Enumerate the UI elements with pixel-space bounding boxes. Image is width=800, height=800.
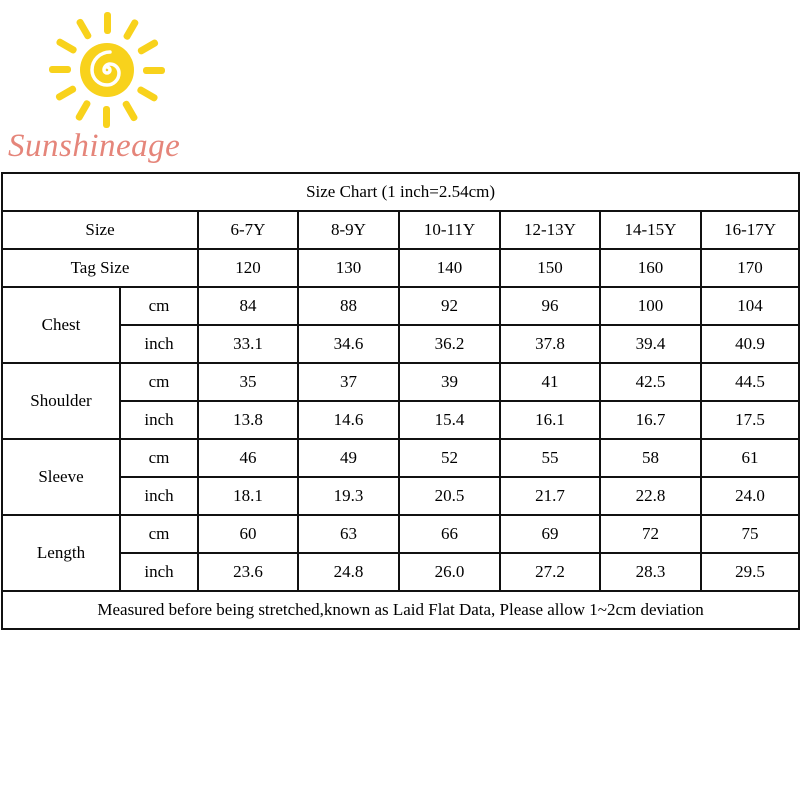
size-cell: 16-17Y xyxy=(701,211,799,249)
inch-value-cell: 17.5 xyxy=(701,401,799,439)
brand-name: Sunshineage xyxy=(8,128,181,164)
cm-value-cell: 60 xyxy=(198,515,298,553)
measurement-inch-row xyxy=(2,325,799,363)
inch-value-cell: 22.8 xyxy=(600,477,701,515)
inch-value-cell: 18.1 xyxy=(198,477,298,515)
cm-value-cell: 61 xyxy=(701,439,799,477)
unit-cm-label: cm xyxy=(120,515,198,553)
measurement-name: Length xyxy=(2,515,120,591)
tag-size-cell: 160 xyxy=(600,249,701,287)
inch-value-cell: 39.4 xyxy=(600,325,701,363)
tag-size-cell: 130 xyxy=(298,249,399,287)
tag-size-cell: 170 xyxy=(701,249,799,287)
unit-inch-label: inch xyxy=(120,553,198,591)
cm-value-cell: 52 xyxy=(399,439,500,477)
cm-value-cell: 88 xyxy=(298,287,399,325)
brand-logo xyxy=(0,0,230,170)
sun-icon xyxy=(40,10,175,130)
tag-size-cell: 120 xyxy=(198,249,298,287)
size-header: Size xyxy=(2,211,198,249)
cm-value-cell: 35 xyxy=(198,363,298,401)
inch-value-cell: 20.5 xyxy=(399,477,500,515)
size-cell: 8-9Y xyxy=(298,211,399,249)
inch-value-cell: 40.9 xyxy=(701,325,799,363)
cm-value-cell: 44.5 xyxy=(701,363,799,401)
cm-value-cell: 63 xyxy=(298,515,399,553)
cm-value-cell: 104 xyxy=(701,287,799,325)
cm-value-cell: 39 xyxy=(399,363,500,401)
measurement-inch-row xyxy=(2,401,799,439)
unit-cm-label: cm xyxy=(120,439,198,477)
measurement-cm-row xyxy=(2,363,799,401)
inch-value-cell: 23.6 xyxy=(198,553,298,591)
unit-inch-label: inch xyxy=(120,401,198,439)
measurement-name: Shoulder xyxy=(2,363,120,439)
cm-value-cell: 46 xyxy=(198,439,298,477)
cm-value-cell: 49 xyxy=(298,439,399,477)
cm-value-cell: 96 xyxy=(500,287,600,325)
inch-value-cell: 13.8 xyxy=(198,401,298,439)
cm-value-cell: 55 xyxy=(500,439,600,477)
unit-cm-label: cm xyxy=(120,363,198,401)
inch-value-cell: 16.1 xyxy=(500,401,600,439)
cm-value-cell: 41 xyxy=(500,363,600,401)
size-row xyxy=(2,211,799,249)
cm-value-cell: 92 xyxy=(399,287,500,325)
inch-value-cell: 21.7 xyxy=(500,477,600,515)
inch-value-cell: 16.7 xyxy=(600,401,701,439)
size-cell: 6-7Y xyxy=(198,211,298,249)
table-title: Size Chart (1 inch=2.54cm) xyxy=(2,173,799,211)
inch-value-cell: 37.8 xyxy=(500,325,600,363)
unit-inch-label: inch xyxy=(120,477,198,515)
note-row xyxy=(2,591,799,629)
size-cell: 12-13Y xyxy=(500,211,600,249)
cm-value-cell: 42.5 xyxy=(600,363,701,401)
measurement-cm-row xyxy=(2,287,799,325)
measurement-inch-row xyxy=(2,553,799,591)
cm-value-cell: 66 xyxy=(399,515,500,553)
inch-value-cell: 24.8 xyxy=(298,553,399,591)
measurement-inch-row xyxy=(2,477,799,515)
inch-value-cell: 24.0 xyxy=(701,477,799,515)
unit-inch-label: inch xyxy=(120,325,198,363)
inch-value-cell: 33.1 xyxy=(198,325,298,363)
unit-cm-label: cm xyxy=(120,287,198,325)
inch-value-cell: 15.4 xyxy=(399,401,500,439)
measurement-name: Chest xyxy=(2,287,120,363)
measurement-cm-row xyxy=(2,439,799,477)
table-note: Measured before being stretched,known as Laid Flat Data, Please allow 1~2cm deviation xyxy=(2,591,799,629)
size-chart-table xyxy=(1,172,800,630)
cm-value-cell: 72 xyxy=(600,515,701,553)
cm-value-cell: 84 xyxy=(198,287,298,325)
inch-value-cell: 26.0 xyxy=(399,553,500,591)
inch-value-cell: 19.3 xyxy=(298,477,399,515)
table-title-row xyxy=(2,173,799,211)
cm-value-cell: 75 xyxy=(701,515,799,553)
size-cell: 10-11Y xyxy=(399,211,500,249)
tag-size-cell: 140 xyxy=(399,249,500,287)
inch-value-cell: 36.2 xyxy=(399,325,500,363)
measurement-cm-row xyxy=(2,515,799,553)
inch-value-cell: 34.6 xyxy=(298,325,399,363)
size-cell: 14-15Y xyxy=(600,211,701,249)
inch-value-cell: 29.5 xyxy=(701,553,799,591)
inch-value-cell: 14.6 xyxy=(298,401,399,439)
inch-value-cell: 28.3 xyxy=(600,553,701,591)
cm-value-cell: 100 xyxy=(600,287,701,325)
tag-size-cell: 150 xyxy=(500,249,600,287)
tag-size-row xyxy=(2,249,799,287)
cm-value-cell: 58 xyxy=(600,439,701,477)
cm-value-cell: 37 xyxy=(298,363,399,401)
tag-size-header: Tag Size xyxy=(2,249,198,287)
inch-value-cell: 27.2 xyxy=(500,553,600,591)
cm-value-cell: 69 xyxy=(500,515,600,553)
measurement-name: Sleeve xyxy=(2,439,120,515)
